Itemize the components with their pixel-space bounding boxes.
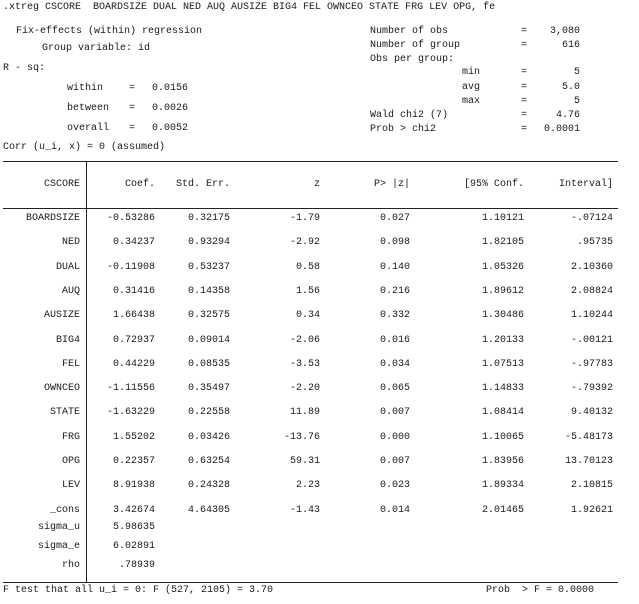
header-cell-coef: Coef. xyxy=(124,179,155,190)
table-cell-var: BIG4 xyxy=(55,335,80,346)
table-cell-stderr: 0.03426 xyxy=(187,432,230,443)
table-cell-stderr: 0.24328 xyxy=(187,480,230,491)
table-cell-p: 0.007 xyxy=(379,407,410,418)
table-cell-conf-low: 1.10065 xyxy=(481,432,524,443)
table-cell-var: OPG xyxy=(61,456,80,467)
table-cell-var: DUAL xyxy=(55,262,80,273)
table-cell-conf-high: -.07124 xyxy=(570,213,613,224)
table-cell-conf-high: -.00121 xyxy=(570,335,613,346)
table-cell-z: -3.53 xyxy=(289,359,320,370)
ngroup-eq: = xyxy=(521,40,528,51)
table-cell-conf-low: 1.07513 xyxy=(481,359,524,370)
table-cell-conf-high: 1.10244 xyxy=(570,310,613,321)
table-cell-conf-low: 1.05326 xyxy=(481,262,524,273)
table-cell-coef: 0.34237 xyxy=(112,237,155,248)
overall-eq: = xyxy=(129,123,136,134)
wald-eq: = xyxy=(521,110,528,121)
prob-chi2-value: 0.0001 xyxy=(543,124,580,135)
table-cell-p: 0.014 xyxy=(379,505,410,516)
table-cell-z: -2.92 xyxy=(289,237,320,248)
table-cell-var: OWNCEO xyxy=(43,383,80,394)
max-eq: = xyxy=(521,96,528,107)
table-cell-p: 0.216 xyxy=(379,286,410,297)
min-label: min xyxy=(462,67,481,78)
sigma-cell-coef: 5.98635 xyxy=(112,522,155,533)
table-cell-coef: 0.31416 xyxy=(112,286,155,297)
wald-label: Wald chi2 (7) xyxy=(370,110,449,121)
prob-chi2-eq: = xyxy=(521,124,528,135)
between-label: between xyxy=(67,103,110,114)
table-cell-conf-high: .95735 xyxy=(576,237,613,248)
table-cell-z: -2.20 xyxy=(289,383,320,394)
table-cell-z: 0.58 xyxy=(295,262,320,273)
table-cell-z: 2.23 xyxy=(295,480,320,491)
min-eq: = xyxy=(521,67,528,78)
within-value: 0.0156 xyxy=(152,83,189,94)
overall-value: 0.0052 xyxy=(152,123,189,134)
table-cell-stderr: 0.63254 xyxy=(187,456,230,467)
sigma-cell-var: sigma_e xyxy=(37,541,80,552)
table-cell-stderr: 0.53237 xyxy=(187,262,230,273)
table-cell-conf-low: 1.30486 xyxy=(481,310,524,321)
table-cell-p: 0.034 xyxy=(379,359,410,370)
header-cell-conf-high: Interval] xyxy=(558,179,613,190)
within-label: within xyxy=(67,83,104,94)
rsq-label: R - sq: xyxy=(3,63,46,74)
corr-line: Corr (u_i, x) = 0 (assumed) xyxy=(3,142,166,153)
ngroup-label: Number of group xyxy=(370,40,461,51)
prob-chi2-label: Prob > chi2 xyxy=(370,124,437,135)
table-cell-coef: -1.63229 xyxy=(106,407,155,418)
sigma-cell-var: sigma_u xyxy=(37,522,80,533)
table-cell-conf-low: 1.14833 xyxy=(481,383,524,394)
table-cell-conf-high: 13.70123 xyxy=(564,456,613,467)
table-cell-var: NED xyxy=(61,237,80,248)
table-cell-stderr: 0.09014 xyxy=(187,335,230,346)
table-cell-p: 0.098 xyxy=(379,237,410,248)
table-cell-z: -2.06 xyxy=(289,335,320,346)
table-cell-coef: 0.72937 xyxy=(112,335,155,346)
table-cell-conf-high: -.79392 xyxy=(570,383,613,394)
table-cell-var: LEV xyxy=(61,480,80,491)
header-cell-conf-low: [95% Conf. xyxy=(463,179,524,190)
table-cell-var: STATE xyxy=(49,407,80,418)
table-cell-stderr: 0.93294 xyxy=(187,237,230,248)
table-cell-coef: -0.53286 xyxy=(106,213,155,224)
table-cell-conf-high: 2.10360 xyxy=(570,262,613,273)
table-cell-z: 11.89 xyxy=(289,407,320,418)
command-line: .xtreg CSCORE BOARDSIZE DUAL NED AUQ AUSIZE BIG4 FEL OWNCEO STATE FRG LEV OPG, fe xyxy=(3,2,496,13)
table-cell-p: 0.007 xyxy=(379,456,410,467)
table-cell-p: 0.332 xyxy=(379,310,410,321)
table-cell-stderr: 0.32175 xyxy=(187,213,230,224)
table-top-rule xyxy=(3,161,618,162)
table-cell-p: 0.140 xyxy=(379,262,410,273)
table-cell-p: 0.065 xyxy=(379,383,410,394)
table-cell-z: -1.79 xyxy=(289,213,320,224)
wald-value: 4.76 xyxy=(555,110,580,121)
table-cell-conf-low: 1.83956 xyxy=(481,456,524,467)
overall-label: overall xyxy=(67,123,110,134)
ngroup-value: 616 xyxy=(561,40,580,51)
avg-label: avg xyxy=(462,82,481,93)
table-cell-conf-high: 1.92621 xyxy=(570,505,613,516)
table-cell-p: 0.016 xyxy=(379,335,410,346)
header-cell-z: z xyxy=(313,179,320,190)
table-cell-conf-low: 1.10121 xyxy=(481,213,524,224)
table-cell-coef: 0.22357 xyxy=(112,456,155,467)
table-cell-conf-low: 1.89334 xyxy=(481,480,524,491)
table-cell-z: 0.34 xyxy=(295,310,320,321)
min-value: 5 xyxy=(573,67,580,78)
table-cell-stderr: 0.08535 xyxy=(187,359,230,370)
table-cell-conf-high: 9.40132 xyxy=(570,407,613,418)
avg-eq: = xyxy=(521,82,528,93)
table-cell-coef: 1.66438 xyxy=(112,310,155,321)
table-cell-conf-low: 1.08414 xyxy=(481,407,524,418)
header-cell-p: P> |z| xyxy=(373,179,410,190)
nobs-eq: = xyxy=(521,26,528,37)
table-cell-stderr: 4.64305 xyxy=(187,505,230,516)
between-value: 0.0026 xyxy=(152,103,189,114)
table-cell-p: 0.027 xyxy=(379,213,410,224)
table-column-divider xyxy=(86,161,87,582)
table-cell-conf-high: 2.08824 xyxy=(570,286,613,297)
within-eq: = xyxy=(129,83,136,94)
table-cell-coef: -0.11908 xyxy=(106,262,155,273)
regression-title: Fix-effects (within) regression xyxy=(16,26,203,37)
sigma-cell-coef: .78939 xyxy=(118,560,155,571)
table-cell-z: 1.56 xyxy=(295,286,320,297)
nobs-value: 3,080 xyxy=(549,26,580,37)
table-cell-conf-high: 2.10815 xyxy=(570,480,613,491)
header-cell-stderr: Std. Err. xyxy=(175,179,230,190)
table-cell-var: FEL xyxy=(61,359,80,370)
table-cell-var: BOARDSIZE xyxy=(25,213,80,224)
table-cell-var: AUSIZE xyxy=(43,310,80,321)
table-cell-p: 0.000 xyxy=(379,432,410,443)
max-value: 5 xyxy=(573,96,580,107)
table-bottom-rule xyxy=(3,582,618,583)
sigma-cell-var: rho xyxy=(61,560,80,571)
table-cell-stderr: 0.22558 xyxy=(187,407,230,418)
table-header-rule xyxy=(3,208,618,209)
table-cell-stderr: 0.14358 xyxy=(187,286,230,297)
table-cell-conf-high: -.97783 xyxy=(570,359,613,370)
table-cell-coef: 3.42674 xyxy=(112,505,155,516)
sigma-cell-coef: 6.02891 xyxy=(112,541,155,552)
table-cell-coef: 8.91938 xyxy=(112,480,155,491)
table-cell-conf-low: 1.20133 xyxy=(481,335,524,346)
table-cell-stderr: 0.35497 xyxy=(187,383,230,394)
obs-per-group-label: Obs per group: xyxy=(370,54,455,65)
table-cell-stderr: 0.32575 xyxy=(187,310,230,321)
table-cell-conf-low: 2.01465 xyxy=(481,505,524,516)
table-cell-z: -1.43 xyxy=(289,505,320,516)
max-label: max xyxy=(462,96,481,107)
table-cell-conf-low: 1.89612 xyxy=(481,286,524,297)
group-variable: Group variable: id xyxy=(42,43,151,54)
header-cell-var: CSCORE xyxy=(43,179,80,190)
table-cell-coef: 0.44229 xyxy=(112,359,155,370)
avg-value: 5.0 xyxy=(561,82,580,93)
between-eq: = xyxy=(129,103,136,114)
table-cell-coef: -1.11556 xyxy=(106,383,155,394)
table-cell-z: 59.31 xyxy=(289,456,320,467)
table-cell-p: 0.023 xyxy=(379,480,410,491)
table-cell-conf-low: 1.82105 xyxy=(481,237,524,248)
ftest-line: F test that all u_i = 0: F (527, 2105) = 3.70 xyxy=(3,585,274,596)
table-cell-z: -13.76 xyxy=(283,432,320,443)
table-cell-var: AUQ xyxy=(61,286,80,297)
table-cell-var: FRG xyxy=(61,432,80,443)
nobs-label: Number of obs xyxy=(370,26,449,37)
table-cell-coef: 1.55202 xyxy=(112,432,155,443)
table-cell-conf-high: -5.48173 xyxy=(564,432,613,443)
table-cell-var: _cons xyxy=(49,505,80,516)
ftest-prob: Prob > F = 0.0000 xyxy=(486,585,595,596)
